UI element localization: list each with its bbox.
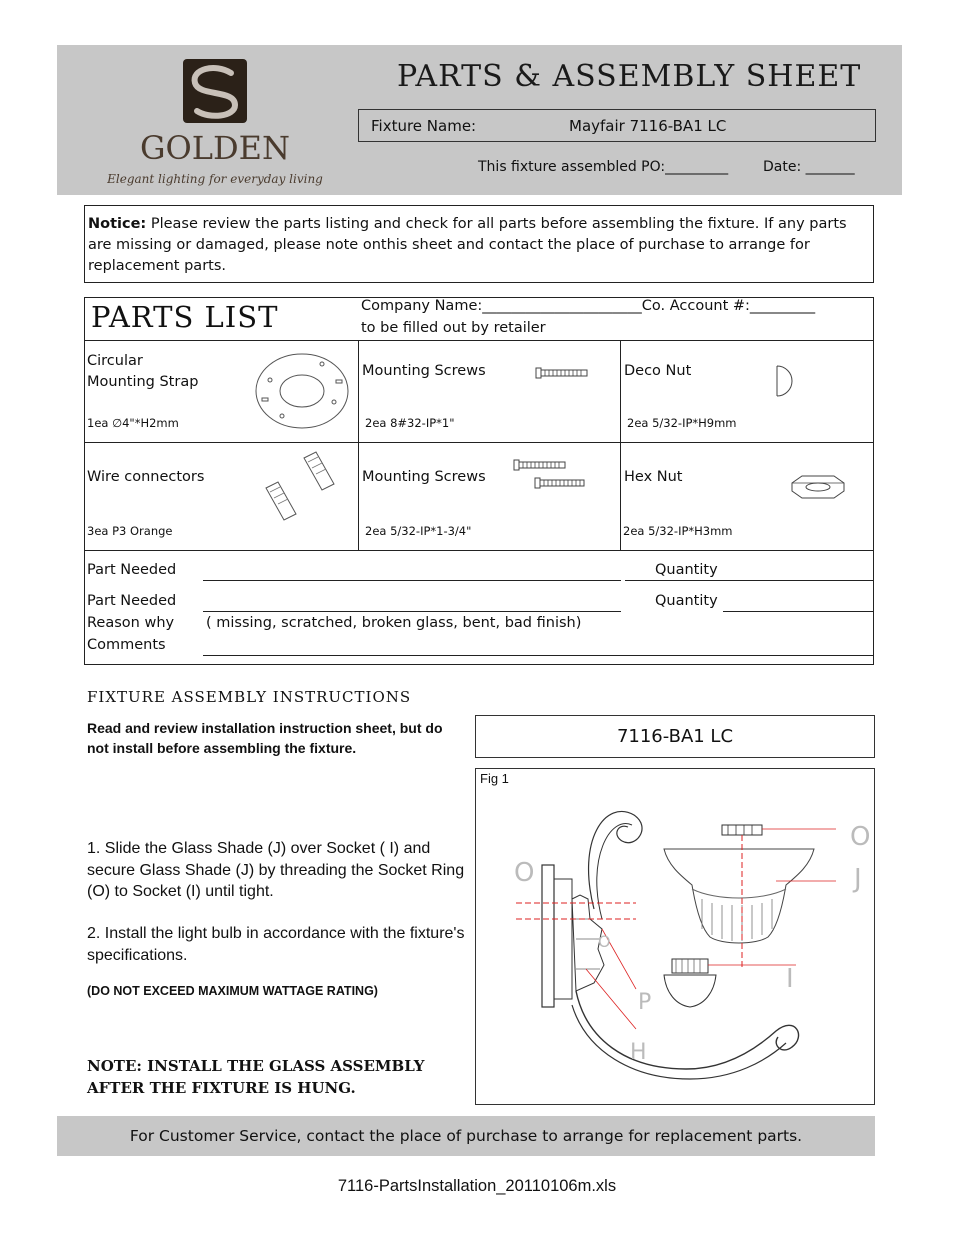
screw-icon — [535, 365, 591, 381]
diagram-letter-o: O — [850, 822, 871, 852]
part-needed-label-2: Part Needed — [87, 593, 177, 609]
logo-tagline: Elegant lighting for everyday living — [107, 172, 323, 186]
assembly-instructions-title: FIXTURE ASSEMBLY INSTRUCTIONS — [87, 688, 412, 706]
page-title: PARTS & ASSEMBLY SHEET — [397, 59, 862, 94]
part-name-mounting-screws-1: Mounting Screws — [362, 363, 486, 379]
file-name: 7116-PartsInstallation_20110106m.xls — [337, 1177, 617, 1195]
reason-why-label: Reason why — [87, 615, 175, 631]
notice-box — [84, 205, 874, 283]
diagram-letter-o-left: O — [514, 858, 535, 888]
date-field: Date: _______ — [763, 159, 855, 175]
wire-connector-icon — [260, 448, 340, 528]
part-name-hex-nut: Hex Nut — [624, 469, 683, 485]
reason-hint: ( missing, scratched, broken glass, bent, bad finish) — [206, 615, 582, 631]
parts-list-title: PARTS LIST — [91, 300, 279, 334]
deco-nut-icon — [773, 364, 809, 398]
part-spec-strap: 1ea ∅4"*H2mm — [87, 416, 179, 430]
quantity-label-2: Quantity — [655, 593, 718, 609]
long-screw-icon — [513, 458, 589, 494]
fixture-name-value: Mayfair 7116-BA1 LC — [569, 117, 727, 135]
comments-label: Comments — [87, 637, 166, 653]
fixture-name-box — [358, 109, 876, 142]
part-spec-wire-connectors: 3ea P3 Orange — [87, 524, 173, 538]
part-spec-screws-2: 2ea 5/32-IP*1-3/4" — [365, 524, 472, 538]
part-spec-screws-1: 2ea 8#32-IP*1" — [365, 416, 455, 430]
part-needed-label-1: Part Needed — [87, 562, 177, 578]
step-2-text: 2. Install the light bulb in accordance with the fixture's specifications. — [87, 925, 465, 964]
installation-note: NOTE: INSTALL THE GLASS ASSEMBLY AFTER THE FIXTURE IS HUNG. — [87, 1057, 425, 1097]
figure-1-box — [475, 768, 875, 1105]
golden-logo — [107, 55, 323, 187]
assembled-po: This fixture assembled PO:_________ — [478, 159, 729, 175]
mounting-strap-icon — [252, 350, 352, 432]
diagram-letter-i: I — [786, 964, 794, 994]
parts-list-table — [84, 297, 874, 665]
company-name-line: Company Name:______________________Co. Account #:_________ — [361, 298, 816, 314]
diagram-letter-o-small: O — [598, 932, 611, 951]
read-review-text: Read and review installation instruction sheet, but do not install before assembling the fixture. — [87, 720, 443, 756]
header-band — [57, 45, 902, 195]
part-spec-deco-nut: 2ea 5/32-IP*H9mm — [627, 416, 737, 430]
fixture-name-label: Fixture Name: — [371, 117, 477, 135]
part-name-mounting-strap: Mounting Strap — [87, 374, 199, 390]
wattage-warning: (DO NOT EXCEED MAXIMUM WATTAGE RATING) — [87, 984, 378, 998]
part-name-deco-nut: Deco Nut — [624, 363, 692, 379]
diagram-letter-p: P — [638, 990, 652, 1015]
customer-service-band: For Customer Service, contact the place of purchase to arrange for replacement parts. — [57, 1116, 875, 1156]
part-name-mounting-screws-2: Mounting Screws — [362, 469, 486, 485]
logo-brand: GOLDEN — [139, 129, 291, 167]
notice-label: Notice: — [88, 216, 147, 232]
part-name-circular: Circular — [87, 353, 143, 369]
retailer-note: to be filled out by retailer — [361, 320, 546, 336]
part-spec-hex-nut: 2ea 5/32-IP*H3mm — [623, 524, 733, 538]
diagram-letter-j: J — [854, 864, 862, 894]
figure-label: Fig 1 — [480, 771, 509, 786]
model-number-box: 7116-BA1 LC — [475, 715, 875, 758]
part-name-wire-connectors: Wire connectors — [87, 469, 205, 485]
notice-text: Please review the parts listing and check for all parts before assembling the fixture. If any parts are missing or damaged, please note onthis sheet and contact the place of purchase to arrange for replacement parts. — [88, 216, 847, 274]
diagram-letter-h: H — [630, 1040, 647, 1065]
step-1-text: 1. Slide the Glass Shade (J) over Socket ( I) and secure Glass Shade (J) by threading the Socket Ring (O) to Socket (I) until tight. — [87, 840, 465, 900]
quantity-label-1: Quantity — [655, 562, 718, 578]
sconce-diagram — [476, 769, 873, 1103]
hex-nut-icon — [790, 474, 846, 500]
